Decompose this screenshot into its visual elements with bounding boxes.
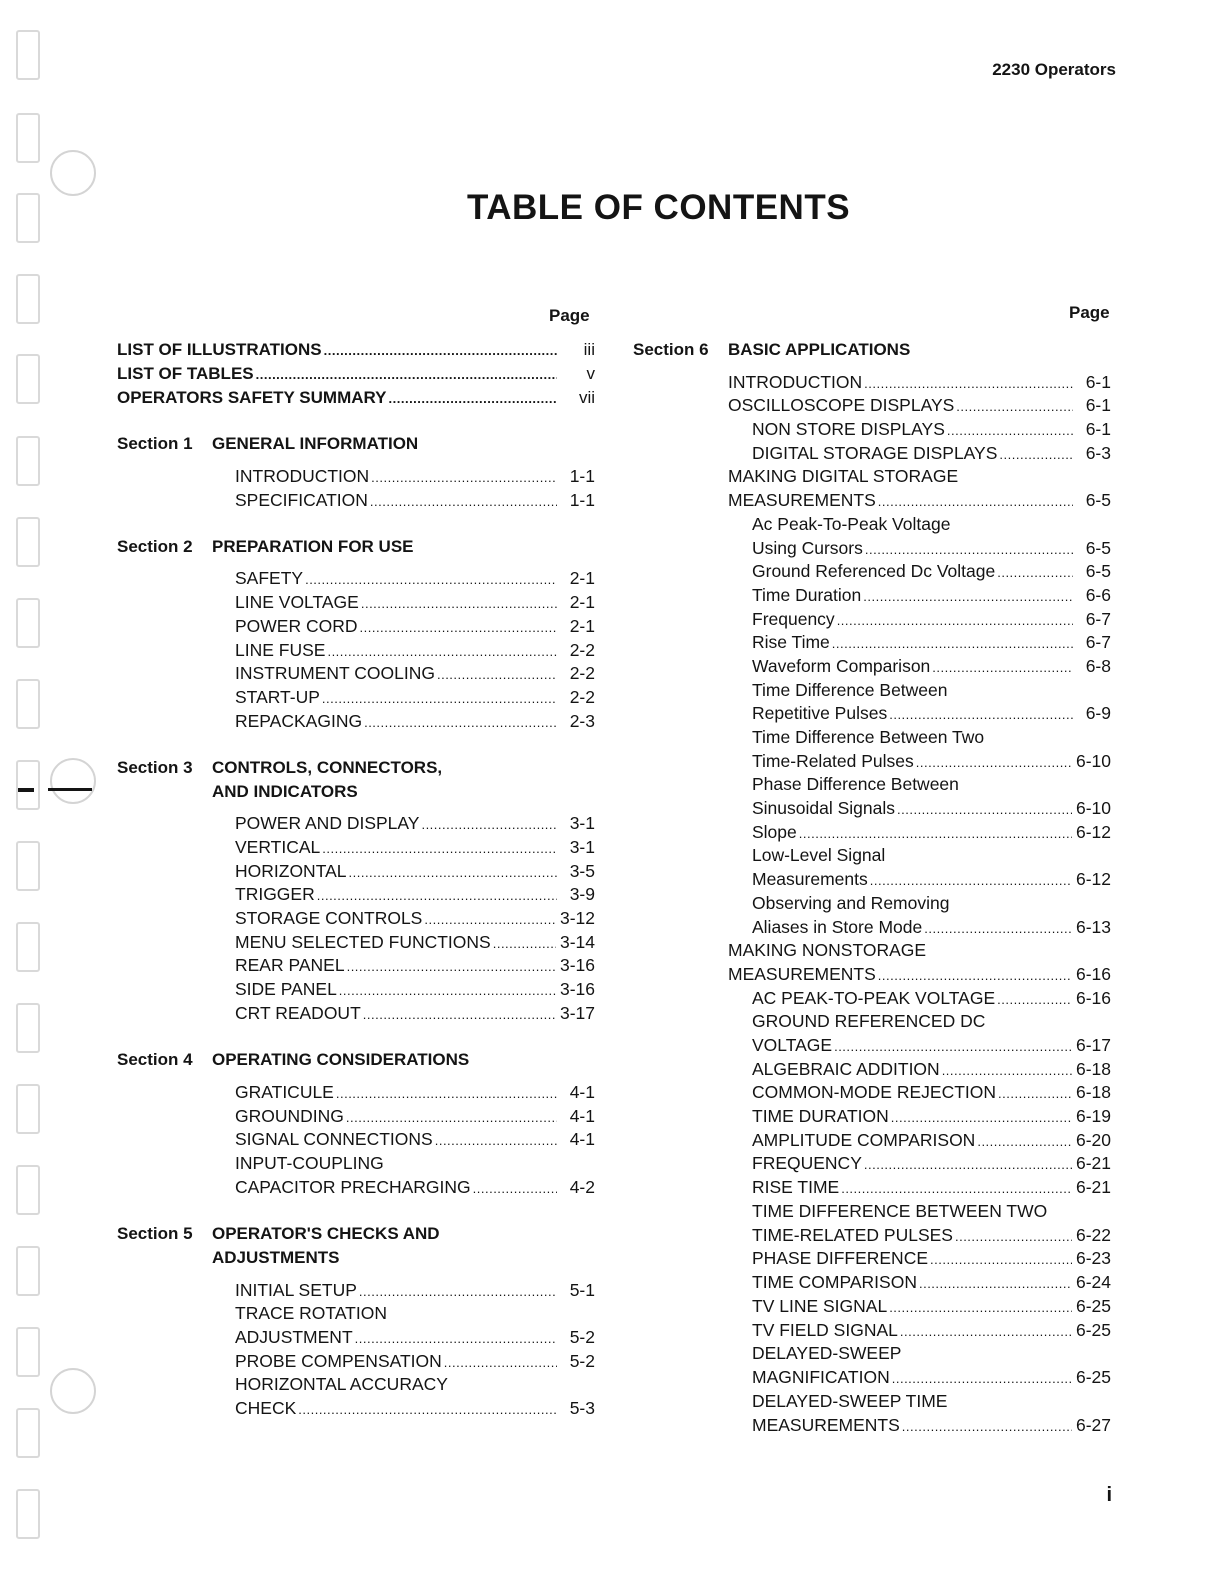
toc-entry-label: MEASUREMENTS [728, 964, 876, 984]
leader-dots [932, 654, 1073, 680]
toc-entry[interactable] [117, 386, 595, 410]
leader-dots [889, 1294, 1072, 1320]
toc-entry-page: 6-16 [1075, 988, 1111, 1008]
section-number: Section 5 [117, 1224, 193, 1243]
section-title: CONTROLS, CONNECTORS, [212, 758, 443, 777]
toc-entry-label: INTRODUCTION [728, 372, 863, 392]
toc-entry[interactable] [235, 1104, 595, 1128]
toc-entry-page: 3-12 [559, 908, 595, 928]
leader-dots [999, 441, 1073, 467]
toc-entry[interactable] [235, 1325, 595, 1349]
binding-slot [16, 1003, 40, 1053]
leader-dots [437, 661, 557, 687]
binding-slot [16, 1165, 40, 1215]
toc-entry[interactable] [728, 370, 1111, 394]
toc-entry[interactable] [752, 607, 1111, 631]
toc-entry-label-line1: Ac Peak-To-Peak Voltage [752, 514, 951, 534]
toc-entry-label: Frequency [752, 609, 835, 629]
toc-entry-label: CAPACITOR PRECHARGING [235, 1177, 471, 1197]
toc-entry[interactable] [235, 590, 595, 614]
binding-tick-mark [18, 788, 34, 792]
toc-entry-page: 6-3 [1085, 443, 1111, 463]
toc-entry[interactable] [752, 417, 1111, 441]
toc-entry-label: TRIGGER [235, 884, 315, 904]
toc-entry-page: 3-9 [569, 884, 595, 904]
leader-dots [900, 1318, 1072, 1344]
toc-entry-label-line1: DELAYED-SWEEP TIME [752, 1391, 948, 1411]
toc-entry-page: 6-21 [1075, 1177, 1111, 1197]
leader-dots [355, 1325, 557, 1351]
toc-entry-page: 2-1 [569, 592, 595, 612]
binding-slot [16, 354, 40, 404]
toc-entry-label: GROUNDING [235, 1106, 344, 1126]
toc-entry[interactable] [728, 488, 1111, 512]
toc-entry[interactable] [235, 685, 595, 709]
toc-entry[interactable] [235, 1175, 595, 1199]
toc-entry[interactable] [752, 867, 1111, 891]
toc-entry-label: PROBE COMPENSATION [235, 1351, 442, 1371]
toc-entry[interactable] [752, 1413, 1111, 1437]
punch-hole [50, 1368, 96, 1414]
toc-entry[interactable] [752, 1318, 1111, 1342]
toc-entry-label: COMMON-MODE REJECTION [752, 1082, 997, 1102]
toc-entry[interactable] [752, 986, 1111, 1010]
binding-strip [0, 0, 90, 1578]
toc-entry[interactable] [752, 820, 1111, 844]
toc-entry-page: 6-5 [1085, 538, 1111, 558]
toc-entry-label: TV FIELD SIGNAL [752, 1320, 898, 1340]
toc-entry-page: 2-2 [569, 640, 595, 660]
toc-entry[interactable] [752, 583, 1111, 607]
toc-entry-page: 2-1 [569, 568, 595, 588]
toc-entry-page: 4-2 [569, 1177, 595, 1197]
toc-entry-page: 6-23 [1075, 1248, 1111, 1268]
toc-entry-label: TV LINE SIGNAL [752, 1296, 888, 1316]
toc-entry[interactable] [728, 962, 1111, 986]
toc-entry[interactable] [235, 1001, 595, 1025]
leader-dots [997, 986, 1072, 1012]
toc-entry-page: 3-5 [569, 861, 595, 881]
toc-entry[interactable] [728, 393, 1111, 417]
toc-entry-label: STORAGE CONTROLS [235, 908, 423, 928]
toc-entry-label: Rise Time [752, 632, 830, 652]
toc-entry-page: 6-10 [1075, 798, 1111, 818]
leader-dots [834, 1033, 1072, 1059]
toc-entry-label: OSCILLOSCOPE DISPLAYS [728, 395, 955, 415]
toc-entry-page: 6-12 [1075, 822, 1111, 842]
binding-slot [16, 113, 40, 163]
leader-dots [878, 962, 1072, 988]
leader-dots [832, 630, 1073, 656]
toc-entry-page: 6-9 [1085, 703, 1111, 723]
toc-entry-label: GRATICULE [235, 1082, 334, 1102]
toc-entry[interactable] [235, 953, 595, 977]
toc-entry-label-line1: GROUND REFERENCED DC [752, 1011, 986, 1031]
toc-entry[interactable] [752, 1104, 1111, 1128]
section-number: Section 3 [117, 758, 193, 777]
section-title: PREPARATION FOR USE [212, 537, 414, 556]
toc-entry-label-line1: Low-Level Signal [752, 845, 886, 865]
toc-entry[interactable] [752, 915, 1111, 939]
toc-entry[interactable] [235, 1080, 595, 1104]
leader-dots [324, 338, 557, 363]
page-title: TABLE OF CONTENTS [466, 188, 851, 227]
toc-entry[interactable] [235, 1127, 595, 1151]
toc-entry-label: START-UP [235, 687, 320, 707]
toc-entry[interactable] [235, 1278, 595, 1302]
toc-entry[interactable] [235, 709, 595, 733]
toc-entry-page: 2-2 [569, 687, 595, 707]
toc-entry-label: REAR PANEL [235, 955, 345, 975]
toc-entry-label: INITIAL SETUP [235, 1280, 357, 1300]
section-number: Section 1 [117, 434, 193, 453]
leader-dots [435, 1127, 557, 1153]
toc-entry-label: INSTRUMENT COOLING [235, 663, 435, 683]
binding-slot [16, 598, 40, 648]
toc-entry-page: 5-2 [569, 1351, 595, 1371]
toc-entry[interactable] [235, 1396, 595, 1420]
toc-entry[interactable] [235, 811, 595, 835]
leader-dots [841, 1175, 1072, 1201]
leader-dots [298, 1396, 557, 1422]
toc-entry[interactable] [752, 559, 1111, 583]
toc-entry-label-line1: Phase Difference Between [752, 774, 959, 794]
leader-dots [305, 566, 557, 592]
leader-dots [371, 464, 557, 490]
toc-entry[interactable] [752, 1270, 1111, 1294]
leader-dots [892, 1365, 1072, 1391]
toc-entry-label: PHASE DIFFERENCE [752, 1248, 928, 1268]
toc-entry-label: TIME DURATION [752, 1106, 889, 1126]
toc-entry[interactable] [235, 661, 595, 685]
page-number: i [1106, 1484, 1112, 1506]
leader-dots [444, 1349, 557, 1375]
toc-entry-label: POWER AND DISPLAY [235, 813, 420, 833]
toc-entry[interactable] [235, 566, 595, 590]
toc-entry-label: TIME-RELATED PULSES [752, 1225, 953, 1245]
leader-dots [336, 1080, 557, 1106]
toc-entry-page: 6-22 [1075, 1225, 1111, 1245]
toc-entry[interactable] [752, 536, 1111, 560]
leader-dots [863, 583, 1073, 609]
toc-entry[interactable] [235, 930, 595, 954]
leader-dots [317, 882, 557, 908]
leader-dots [370, 488, 557, 514]
page-column-heading-left: Page [549, 306, 590, 325]
binding-slot [16, 517, 40, 567]
leader-dots [363, 1001, 556, 1027]
toc-entry-page: 6-27 [1075, 1415, 1111, 1435]
toc-entry-label: SIGNAL CONNECTIONS [235, 1129, 433, 1149]
section-title: OPERATOR'S CHECKS AND [212, 1224, 440, 1243]
toc-entry[interactable] [752, 1033, 1111, 1057]
leader-dots [919, 1270, 1072, 1296]
leader-dots [998, 1080, 1072, 1106]
section-title-continued: ADJUSTMENTS [212, 1248, 340, 1267]
binding-slot [16, 760, 40, 810]
toc-entry-page: 3-1 [569, 837, 595, 857]
leader-dots [359, 1278, 557, 1304]
toc-entry-label: Slope [752, 822, 797, 842]
toc-entry-label: Using Cursors [752, 538, 863, 558]
toc-entry-page: 6-25 [1075, 1296, 1111, 1316]
toc-entry-label: DIGITAL STORAGE DISPLAYS [752, 443, 998, 463]
toc-entry-label-line1: DELAYED-SWEEP [752, 1343, 902, 1363]
toc-entry-page: v [586, 364, 595, 383]
leader-dots [864, 1151, 1072, 1177]
toc-entry-page: 1-1 [569, 490, 595, 510]
toc-entry-label: MEASUREMENTS [728, 490, 876, 510]
toc-entry[interactable] [752, 441, 1111, 465]
toc-entry-page: 6-1 [1085, 395, 1111, 415]
toc-entry-page: 3-16 [559, 979, 595, 999]
leader-dots [891, 1104, 1072, 1130]
toc-entry-label: LIST OF TABLES [117, 364, 254, 383]
toc-entry-page: 6-24 [1075, 1272, 1111, 1292]
toc-entry[interactable] [235, 859, 595, 883]
toc-entry[interactable] [235, 977, 595, 1001]
toc-entry[interactable] [752, 1151, 1111, 1175]
leader-dots [930, 1246, 1072, 1272]
toc-entry-label: SAFETY [235, 568, 304, 588]
section-number: Section 4 [117, 1050, 193, 1069]
manual-header: 2230 Operators [992, 60, 1116, 79]
toc-entry-label-line1: MAKING DIGITAL STORAGE [728, 466, 959, 486]
toc-entry-label: ALGEBRAIC ADDITION [752, 1059, 940, 1079]
toc-entry[interactable] [752, 630, 1111, 654]
toc-entry-label: NON STORE DISPLAYS [752, 419, 945, 439]
toc-entry[interactable] [235, 835, 595, 859]
leader-dots [902, 1413, 1072, 1439]
toc-entry-page: 6-25 [1075, 1320, 1111, 1340]
toc-entry[interactable] [752, 1080, 1111, 1104]
binding-slot [16, 679, 40, 729]
binding-slot [16, 1084, 40, 1134]
toc-entry-label: MENU SELECTED FUNCTIONS [235, 932, 491, 952]
toc-entry-label: LINE FUSE [235, 640, 326, 660]
section-number: Section 2 [117, 537, 193, 556]
leader-dots [322, 685, 557, 711]
toc-entry-page: 3-1 [569, 813, 595, 833]
toc-entry-label: Sinusoidal Signals [752, 798, 896, 818]
toc-entry-label: CHECK [235, 1398, 297, 1418]
toc-entry-page: 6-12 [1075, 869, 1111, 889]
toc-entry[interactable] [752, 749, 1111, 773]
toc-entry-label: Aliases in Store Mode [752, 917, 923, 937]
toc-entry-page: 6-18 [1075, 1059, 1111, 1079]
punch-hole [50, 758, 96, 804]
leader-dots [389, 386, 557, 411]
toc-entry-page: 6-6 [1085, 585, 1111, 605]
binding-slot [16, 30, 40, 80]
toc-entry-page: 4-1 [569, 1129, 595, 1149]
toc-entry-label: FREQUENCY [752, 1153, 862, 1173]
toc-entry-page: 6-7 [1085, 632, 1111, 652]
leader-dots [897, 796, 1072, 822]
toc-entry[interactable] [235, 1349, 595, 1373]
toc-entry[interactable] [752, 1057, 1111, 1081]
toc-entry[interactable] [752, 1223, 1111, 1247]
toc-entry-page: 3-16 [559, 955, 595, 975]
toc-entry-label: Repetitive Pulses [752, 703, 888, 723]
toc-entry-page: 6-25 [1075, 1367, 1111, 1387]
toc-entry-page: 6-10 [1075, 751, 1111, 771]
toc-entry-page: 6-1 [1085, 419, 1111, 439]
toc-entry-page: 6-13 [1075, 917, 1111, 937]
section-title: BASIC APPLICATIONS [728, 340, 911, 359]
toc-entry-page: 6-16 [1075, 964, 1111, 984]
toc-entry[interactable] [235, 906, 595, 930]
toc-entry-label: Waveform Comparison [752, 656, 931, 676]
toc-entry[interactable] [752, 796, 1111, 820]
binding-slot [16, 1246, 40, 1296]
toc-entry-page: 6-8 [1085, 656, 1111, 676]
binding-slot [16, 1489, 40, 1539]
toc-entry[interactable] [235, 614, 595, 638]
binding-slot [16, 922, 40, 972]
toc-entry-page: 4-1 [569, 1082, 595, 1102]
toc-entry-label: HORIZONTAL [235, 861, 347, 881]
binding-slot [16, 436, 40, 486]
toc-entry-label-line1: MAKING NONSTORAGE [728, 940, 927, 960]
toc-entry-label: Time Duration [752, 585, 862, 605]
toc-entry-label-line1: Time Difference Between Two [752, 727, 985, 747]
toc-entry-page: 6-21 [1075, 1153, 1111, 1173]
section-title-continued: AND INDICATORS [212, 782, 358, 801]
toc-entry-label-line1: TRACE ROTATION [235, 1303, 387, 1323]
toc-entry-label: Measurements [752, 869, 868, 889]
toc-entry-label: VOLTAGE [752, 1035, 833, 1055]
section-number: Section 6 [633, 340, 709, 359]
leader-dots [997, 559, 1073, 585]
leader-dots [360, 614, 558, 640]
toc-entry-page: 2-1 [569, 616, 595, 636]
section-title: OPERATING CONSIDERATIONS [212, 1050, 470, 1069]
toc-entry[interactable] [117, 338, 595, 362]
toc-entry-label: Time-Related Pulses [752, 751, 914, 771]
toc-entry-page: 6-5 [1085, 490, 1111, 510]
toc-entry-label: LINE VOLTAGE [235, 592, 359, 612]
leader-dots [347, 953, 556, 979]
toc-entry-label: POWER CORD [235, 616, 358, 636]
toc-entry-page: 2-3 [569, 711, 595, 731]
toc-entry[interactable] [235, 464, 595, 488]
toc-entry-label-line1: INPUT-COUPLING [235, 1153, 384, 1173]
binding-slot [16, 1327, 40, 1377]
toc-entry-label: AMPLITUDE COMPARISON [752, 1130, 976, 1150]
page-column-heading-right: Page [1069, 303, 1110, 322]
toc-entry-label-line1: Time Difference Between [752, 680, 948, 700]
toc-entry[interactable] [235, 882, 595, 906]
toc-entry-label-line1: TIME DIFFERENCE BETWEEN TWO [752, 1201, 1048, 1221]
toc-entry-label: SIDE PANEL [235, 979, 337, 999]
toc-entry-label: VERTICAL [235, 837, 321, 857]
toc-entry-label: MEASUREMENTS [752, 1415, 900, 1435]
leader-dots [924, 915, 1072, 941]
toc-entry[interactable] [235, 488, 595, 512]
toc-entry[interactable] [752, 1294, 1111, 1318]
leader-dots [364, 709, 557, 735]
leader-dots [947, 417, 1073, 443]
leader-dots [473, 1175, 557, 1201]
toc-entry[interactable] [752, 1246, 1111, 1270]
binding-slot [16, 1408, 40, 1458]
section-title: GENERAL INFORMATION [212, 434, 419, 453]
toc-entry[interactable] [235, 638, 595, 662]
leader-dots [956, 393, 1073, 419]
toc-entry-label: MAGNIFICATION [752, 1367, 890, 1387]
toc-entry-label: OPERATORS SAFETY SUMMARY [117, 388, 387, 407]
toc-entry-label: SPECIFICATION [235, 490, 368, 510]
toc-entry[interactable] [752, 1365, 1111, 1389]
toc-entry-label: Ground Referenced Dc Voltage [752, 561, 996, 581]
toc-entry-label-line1: HORIZONTAL ACCURACY [235, 1374, 448, 1394]
toc-entry-page: 3-14 [559, 932, 595, 952]
toc-entry-page: 1-1 [569, 466, 595, 486]
toc-entry-page: 6-1 [1085, 372, 1111, 392]
leader-dots [256, 362, 557, 387]
toc-entry-page: 2-2 [569, 663, 595, 683]
binding-slot [16, 841, 40, 891]
toc-entry-page: 6-19 [1075, 1106, 1111, 1126]
toc-entry[interactable] [752, 701, 1111, 725]
toc-entry-label: CRT READOUT [235, 1003, 361, 1023]
toc-entry-page: iii [583, 340, 595, 359]
toc-entry-page: 4-1 [569, 1106, 595, 1126]
toc-entry-label: REPACKAGING [235, 711, 363, 731]
toc-entry-page: 6-5 [1085, 561, 1111, 581]
leader-dots [870, 867, 1072, 893]
toc-entry-page: 5-1 [569, 1280, 595, 1300]
toc-entry-page: 6-17 [1075, 1035, 1111, 1055]
toc-entry-label: TIME COMPARISON [752, 1272, 917, 1292]
toc-entry-label: AC PEAK-TO-PEAK VOLTAGE [752, 988, 996, 1008]
leader-dots [361, 590, 557, 616]
toc-entry-page: 5-2 [569, 1327, 595, 1347]
leader-dots [339, 977, 556, 1003]
toc-entry-page: 6-18 [1075, 1082, 1111, 1102]
toc-entry-page: 3-17 [559, 1003, 595, 1023]
leader-dots [322, 835, 557, 861]
toc-entry-page: vii [578, 388, 595, 407]
leader-dots [424, 906, 556, 932]
toc-entry-label: LIST OF ILLUSTRATIONS [117, 340, 322, 359]
toc-entry[interactable] [752, 1128, 1111, 1152]
toc-entry-label-line1: Observing and Removing [752, 893, 950, 913]
binding-slot [16, 274, 40, 324]
binding-tick-mark [48, 788, 92, 791]
toc-entry-label: RISE TIME [752, 1177, 840, 1197]
leader-dots [878, 488, 1073, 514]
leader-dots [421, 811, 557, 837]
toc-entry-page: 6-7 [1085, 609, 1111, 629]
toc-entry-label: INTRODUCTION [235, 466, 370, 486]
toc-entry-label: ADJUSTMENT [235, 1327, 353, 1347]
toc-entry[interactable] [752, 654, 1111, 678]
toc-entry-page: 6-20 [1075, 1130, 1111, 1150]
toc-entry[interactable] [117, 362, 595, 386]
toc-entry-page: 5-3 [569, 1398, 595, 1418]
leader-dots [889, 701, 1073, 727]
toc-entry[interactable] [752, 1175, 1111, 1199]
